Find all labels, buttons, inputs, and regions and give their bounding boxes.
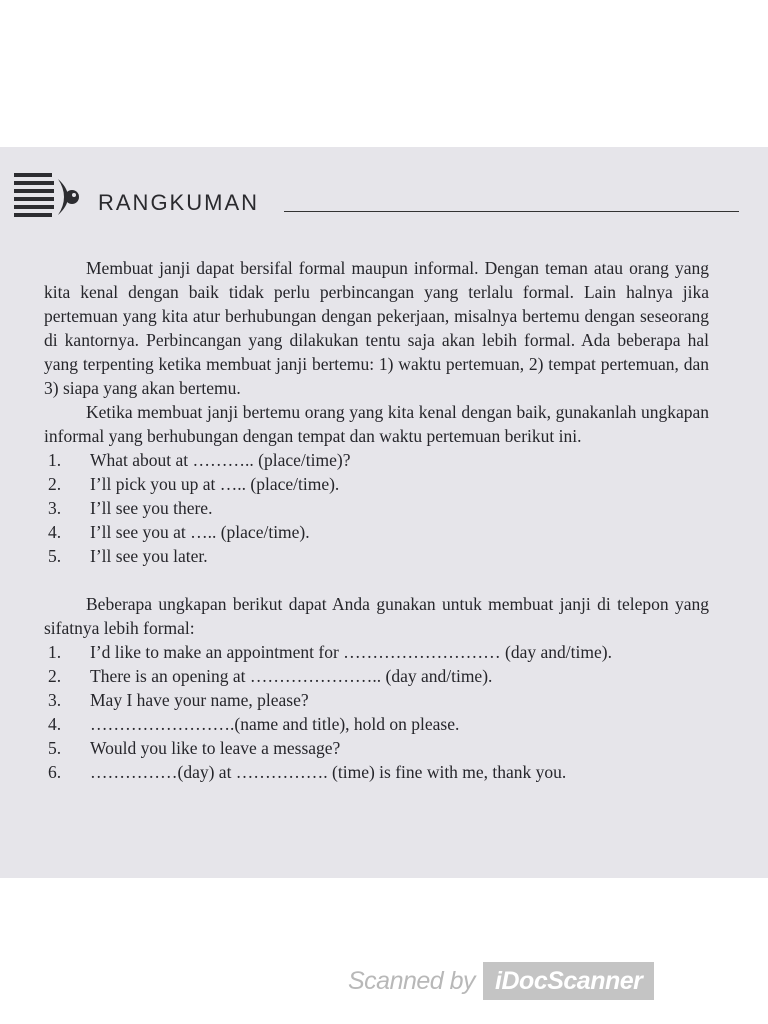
section-title: RANGKUMAN bbox=[98, 190, 260, 215]
intro-paragraph: Membuat janji dapat bersifal formal maupun informal. Dengan teman atau orang yang kita kenal dengan baik tidak perlu perbincangan yang terlalu formal. Lain halnya jika pertemuan yang kita atur berhubungan dengan pekerjaan, misalnya bertemu dengan seseorang di kantornya. Perbincangan yang dilakukan tentu saja akan lebih formal. Ada beberapa hal yang terpenting ketika membuat janji bertemu: 1) waktu pertemuan, 2) tempat pertemuan, dan 3) siapa yang akan bertemu. bbox=[44, 258, 709, 398]
scanner-watermark bbox=[348, 962, 654, 1000]
list-text: What about at ……….. (place/time)? bbox=[90, 450, 351, 470]
list-item bbox=[44, 664, 709, 688]
list-item bbox=[44, 712, 709, 736]
list-text: There is an opening at ………………….. (day and/time). bbox=[90, 666, 493, 686]
informal-expressions-list bbox=[44, 448, 709, 568]
list-item bbox=[44, 544, 709, 568]
list-number: 2. bbox=[48, 666, 62, 686]
list-text: May I have your name, please? bbox=[90, 690, 309, 710]
summary-body bbox=[44, 256, 709, 784]
list-text: I’ll see you at ….. (place/time). bbox=[90, 522, 310, 542]
eye-speed-icon bbox=[14, 169, 84, 225]
list-number: 5. bbox=[48, 546, 62, 566]
list-text: ……………(day) at ……………. (time) is fine with me, thank you. bbox=[90, 762, 567, 782]
list-number: 5. bbox=[48, 738, 62, 758]
list-item bbox=[44, 688, 709, 712]
list-number: 3. bbox=[48, 690, 62, 710]
list-text: I’ll see you later. bbox=[90, 546, 208, 566]
informal-intro-paragraph: Ketika membuat janji bertemu orang yang kita kenal dengan baik, gunakanlah ungkapan informal yang berhubungan dengan tempat dan waktu pertemuan berikut ini. bbox=[44, 402, 709, 446]
list-number: 4. bbox=[48, 714, 62, 734]
list-item bbox=[44, 760, 709, 784]
list-number: 3. bbox=[48, 498, 62, 518]
list-item bbox=[44, 520, 709, 544]
formal-intro-paragraph: Beberapa ungkapan berikut dapat Anda gunakan untuk membuat janji di telepon yang sifatnya lebih formal: bbox=[44, 594, 709, 638]
formal-expressions-list bbox=[44, 640, 709, 784]
watermark-brand-logo: iDocScanner bbox=[483, 962, 654, 1000]
list-text: …………………….(name and title), hold on please. bbox=[90, 714, 460, 734]
list-item bbox=[44, 736, 709, 760]
list-number: 2. bbox=[48, 474, 62, 494]
list-item bbox=[44, 496, 709, 520]
list-number: 1. bbox=[48, 450, 62, 470]
list-number: 6. bbox=[48, 762, 62, 782]
list-text: I’ll see you there. bbox=[90, 498, 213, 518]
list-text: I’d like to make an appointment for ……………………… (day and/time). bbox=[90, 642, 612, 662]
list-item bbox=[44, 640, 709, 664]
scanned-page bbox=[0, 147, 768, 878]
header-underline bbox=[284, 211, 739, 212]
watermark-prefix: Scanned by bbox=[348, 966, 476, 995]
list-item bbox=[44, 472, 709, 496]
list-text: I’ll pick you up at ….. (place/time). bbox=[90, 474, 340, 494]
list-number: 1. bbox=[48, 642, 62, 662]
list-number: 4. bbox=[48, 522, 62, 542]
list-item bbox=[44, 448, 709, 472]
spacer bbox=[44, 568, 709, 592]
list-text: Would you like to leave a message? bbox=[90, 738, 341, 758]
section-header bbox=[14, 169, 754, 225]
